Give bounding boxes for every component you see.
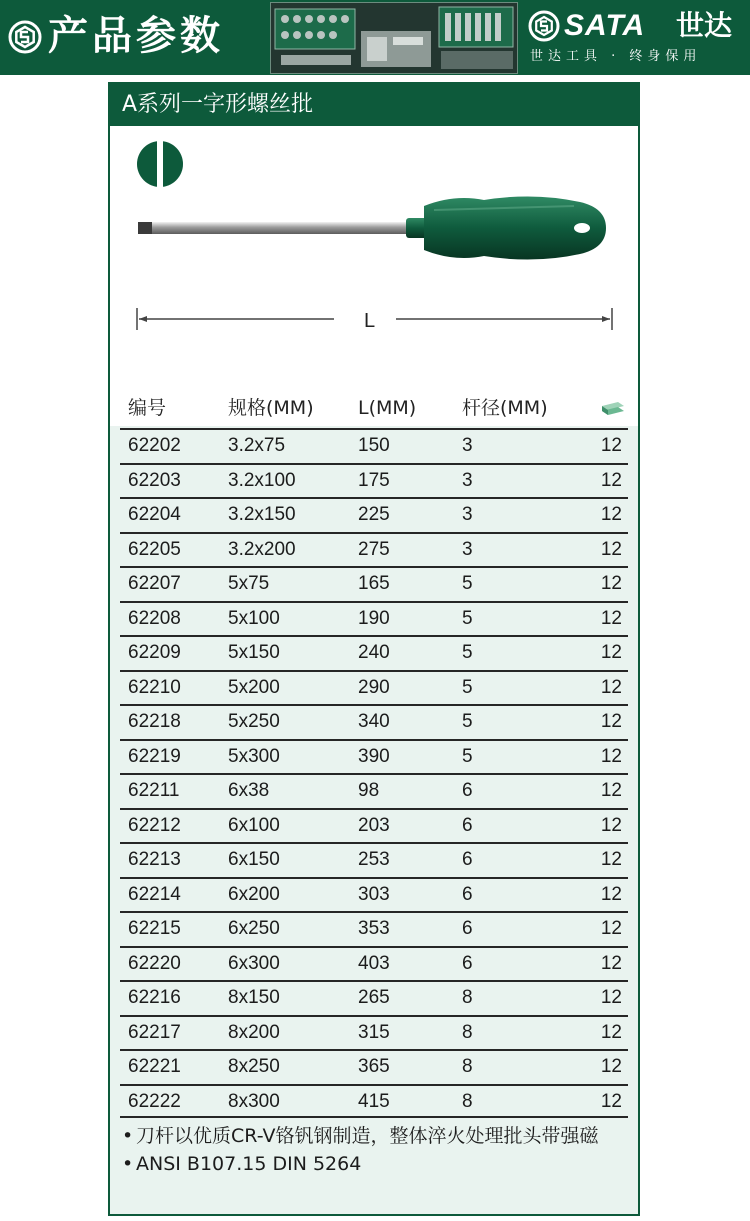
- cell-spec: 5x150: [228, 642, 280, 663]
- cell-shaft-dia: 3: [462, 435, 473, 456]
- table-row: [120, 877, 628, 912]
- cell-code: 62214: [128, 883, 181, 905]
- cell-code: 62207: [128, 573, 181, 594]
- brand-slogan: 世达工具 · 终身保用: [530, 49, 702, 64]
- cell-pack-qty: 12: [600, 642, 622, 663]
- cell-length: 303: [358, 883, 390, 905]
- cell-spec: 8x150: [228, 987, 280, 1008]
- cell-code: 62203: [128, 469, 181, 491]
- header-spec: 规格(MM): [228, 397, 314, 419]
- brand-socket-icon: [528, 10, 560, 42]
- cell-code: 62213: [128, 849, 181, 870]
- cell-length: 165: [358, 573, 390, 594]
- table-row: [120, 635, 628, 670]
- header-code: 编号: [128, 397, 167, 419]
- cell-shaft-dia: 5: [462, 711, 473, 732]
- table-row: [120, 980, 628, 1015]
- cell-pack-qty: 12: [600, 987, 622, 1008]
- cell-spec: 5x200: [228, 676, 280, 698]
- cell-pack-qty: 12: [600, 918, 622, 939]
- cell-code: 62216: [128, 987, 181, 1008]
- cell-shaft-dia: 3: [462, 538, 473, 560]
- section-title: A系列一字形螺丝批: [110, 84, 638, 126]
- table-row: [120, 1015, 628, 1050]
- cell-code: 62211: [128, 780, 180, 801]
- cell-length: 275: [358, 538, 390, 560]
- cell-code: 62220: [128, 952, 181, 974]
- cell-spec: 5x75: [228, 573, 270, 594]
- cell-shaft-dia: 6: [462, 952, 473, 974]
- cell-code: 62209: [128, 642, 181, 663]
- cell-spec: 8x200: [228, 1021, 280, 1043]
- cell-code: 62219: [128, 745, 181, 767]
- feature-notes: [122, 1122, 632, 1178]
- table-row: [120, 463, 628, 498]
- cell-pack-qty: 12: [600, 469, 622, 491]
- cell-pack-qty: 12: [600, 952, 622, 974]
- cell-spec: 6x38: [228, 780, 270, 801]
- table-row: [120, 842, 628, 877]
- cell-pack-qty: 12: [600, 883, 622, 905]
- cell-length: 150: [358, 435, 390, 456]
- note-item: • 刀杆以优质CR-V铬钒钢制造，整体淬火处理批头带强磁: [122, 1122, 632, 1150]
- table-row: [120, 566, 628, 601]
- table-header: [120, 388, 628, 428]
- cell-spec: 5x300: [228, 745, 280, 767]
- socket-hex-icon: [8, 20, 42, 54]
- cell-length: 365: [358, 1056, 390, 1077]
- product-panel: [108, 82, 640, 1216]
- table-row: [120, 601, 628, 636]
- cell-length: 225: [358, 504, 390, 525]
- cell-shaft-dia: 5: [462, 607, 473, 629]
- product-image-area: [110, 126, 638, 426]
- tool-set-photo: [270, 2, 518, 74]
- cell-code: 62202: [128, 435, 181, 456]
- cell-shaft-dia: 5: [462, 745, 473, 767]
- cell-code: 62217: [128, 1021, 181, 1043]
- cell-spec: 6x100: [228, 814, 280, 836]
- slotted-tip-icon: [136, 140, 184, 188]
- page-title: 产品参数: [48, 13, 224, 59]
- brand-name: SATA: [564, 9, 646, 42]
- cell-code: 62204: [128, 504, 181, 525]
- table-row: [120, 670, 628, 705]
- cell-pack-qty: 12: [600, 1021, 622, 1043]
- header-length: L(MM): [358, 397, 417, 419]
- cell-code: 62218: [128, 711, 181, 732]
- cell-pack-qty: 12: [600, 435, 622, 456]
- cell-pack-qty: 12: [600, 573, 622, 594]
- cell-shaft-dia: 6: [462, 918, 473, 939]
- cell-shaft-dia: 5: [462, 642, 473, 663]
- cell-length: 390: [358, 745, 390, 767]
- note-item: • ANSI B107.15 DIN 5264: [122, 1150, 632, 1178]
- cell-code: 62215: [128, 918, 181, 939]
- cell-pack-qty: 12: [600, 711, 622, 732]
- table-row: [120, 1084, 628, 1119]
- cell-length: 353: [358, 918, 390, 939]
- brand-logo: [526, 6, 746, 70]
- brand-name-cn: 世达: [676, 9, 733, 42]
- cell-shaft-dia: 6: [462, 814, 473, 836]
- cell-pack-qty: 12: [600, 504, 622, 525]
- cell-code: 62205: [128, 538, 181, 560]
- cell-length: 98: [358, 780, 380, 801]
- table-row: [120, 773, 628, 808]
- cell-shaft-dia: 6: [462, 883, 473, 905]
- cell-spec: 8x250: [228, 1056, 280, 1077]
- cell-code: 62208: [128, 607, 181, 629]
- cell-shaft-dia: 6: [462, 780, 473, 801]
- cell-code: 62212: [128, 814, 181, 836]
- cell-length: 290: [358, 676, 390, 698]
- cell-pack-qty: 12: [600, 676, 622, 698]
- table-row: [120, 808, 628, 843]
- cell-length: 253: [358, 849, 390, 870]
- cell-spec: 6x300: [228, 952, 280, 974]
- cell-length: 315: [358, 1021, 390, 1043]
- header-shaft-dia: 杆径(MM): [462, 397, 548, 419]
- cell-code: 62210: [128, 676, 181, 698]
- cell-code: 62221: [128, 1056, 181, 1077]
- cell-pack-qty: 12: [600, 538, 622, 560]
- cell-length: 240: [358, 642, 390, 663]
- table-row: [120, 532, 628, 567]
- cell-pack-qty: 12: [600, 1090, 622, 1112]
- cell-shaft-dia: 8: [462, 1056, 473, 1077]
- table-row: [120, 911, 628, 946]
- cell-pack-qty: 12: [600, 814, 622, 836]
- cell-length: 203: [358, 814, 390, 836]
- cell-spec: 8x300: [228, 1090, 280, 1112]
- cell-spec: 6x200: [228, 883, 280, 905]
- cell-spec: 3.2x100: [228, 469, 296, 491]
- cell-length: 415: [358, 1090, 390, 1112]
- cell-pack-qty: 12: [600, 849, 622, 870]
- cell-spec: 5x100: [228, 607, 280, 629]
- length-label: L: [364, 310, 376, 332]
- cell-length: 340: [358, 711, 390, 732]
- table-row: [120, 946, 628, 981]
- cell-shaft-dia: 8: [462, 1021, 473, 1043]
- cell-pack-qty: 12: [600, 780, 622, 801]
- cell-shaft-dia: 3: [462, 504, 473, 525]
- cell-shaft-dia: 5: [462, 676, 473, 698]
- cell-shaft-dia: 3: [462, 469, 473, 491]
- cell-shaft-dia: 8: [462, 987, 473, 1008]
- cell-code: 62222: [128, 1090, 181, 1112]
- cell-spec: 6x150: [228, 849, 280, 870]
- cell-spec: 3.2x200: [228, 538, 296, 560]
- table-row: [120, 704, 628, 739]
- package-qty-icon: [600, 400, 626, 418]
- cell-length: 190: [358, 607, 390, 629]
- table-row: [120, 1049, 628, 1084]
- cell-shaft-dia: 6: [462, 849, 473, 870]
- cell-spec: 3.2x150: [228, 504, 296, 525]
- cell-spec: 6x250: [228, 918, 280, 939]
- table-row: [120, 739, 628, 774]
- cell-pack-qty: 12: [600, 607, 622, 629]
- cell-shaft-dia: 8: [462, 1090, 473, 1112]
- cell-shaft-dia: 5: [462, 573, 473, 594]
- cell-length: 403: [358, 952, 390, 974]
- cell-spec: 3.2x75: [228, 435, 286, 456]
- cell-length: 265: [358, 987, 390, 1008]
- screwdriver-image: [134, 192, 614, 268]
- header-banner: [0, 0, 750, 75]
- spec-table: [120, 388, 628, 1118]
- table-body: [120, 428, 628, 1118]
- table-row: [120, 497, 628, 532]
- cell-spec: 5x250: [228, 711, 280, 732]
- table-row: [120, 428, 628, 463]
- cell-pack-qty: 12: [600, 745, 622, 767]
- cell-length: 175: [358, 469, 390, 491]
- cell-pack-qty: 12: [600, 1056, 622, 1077]
